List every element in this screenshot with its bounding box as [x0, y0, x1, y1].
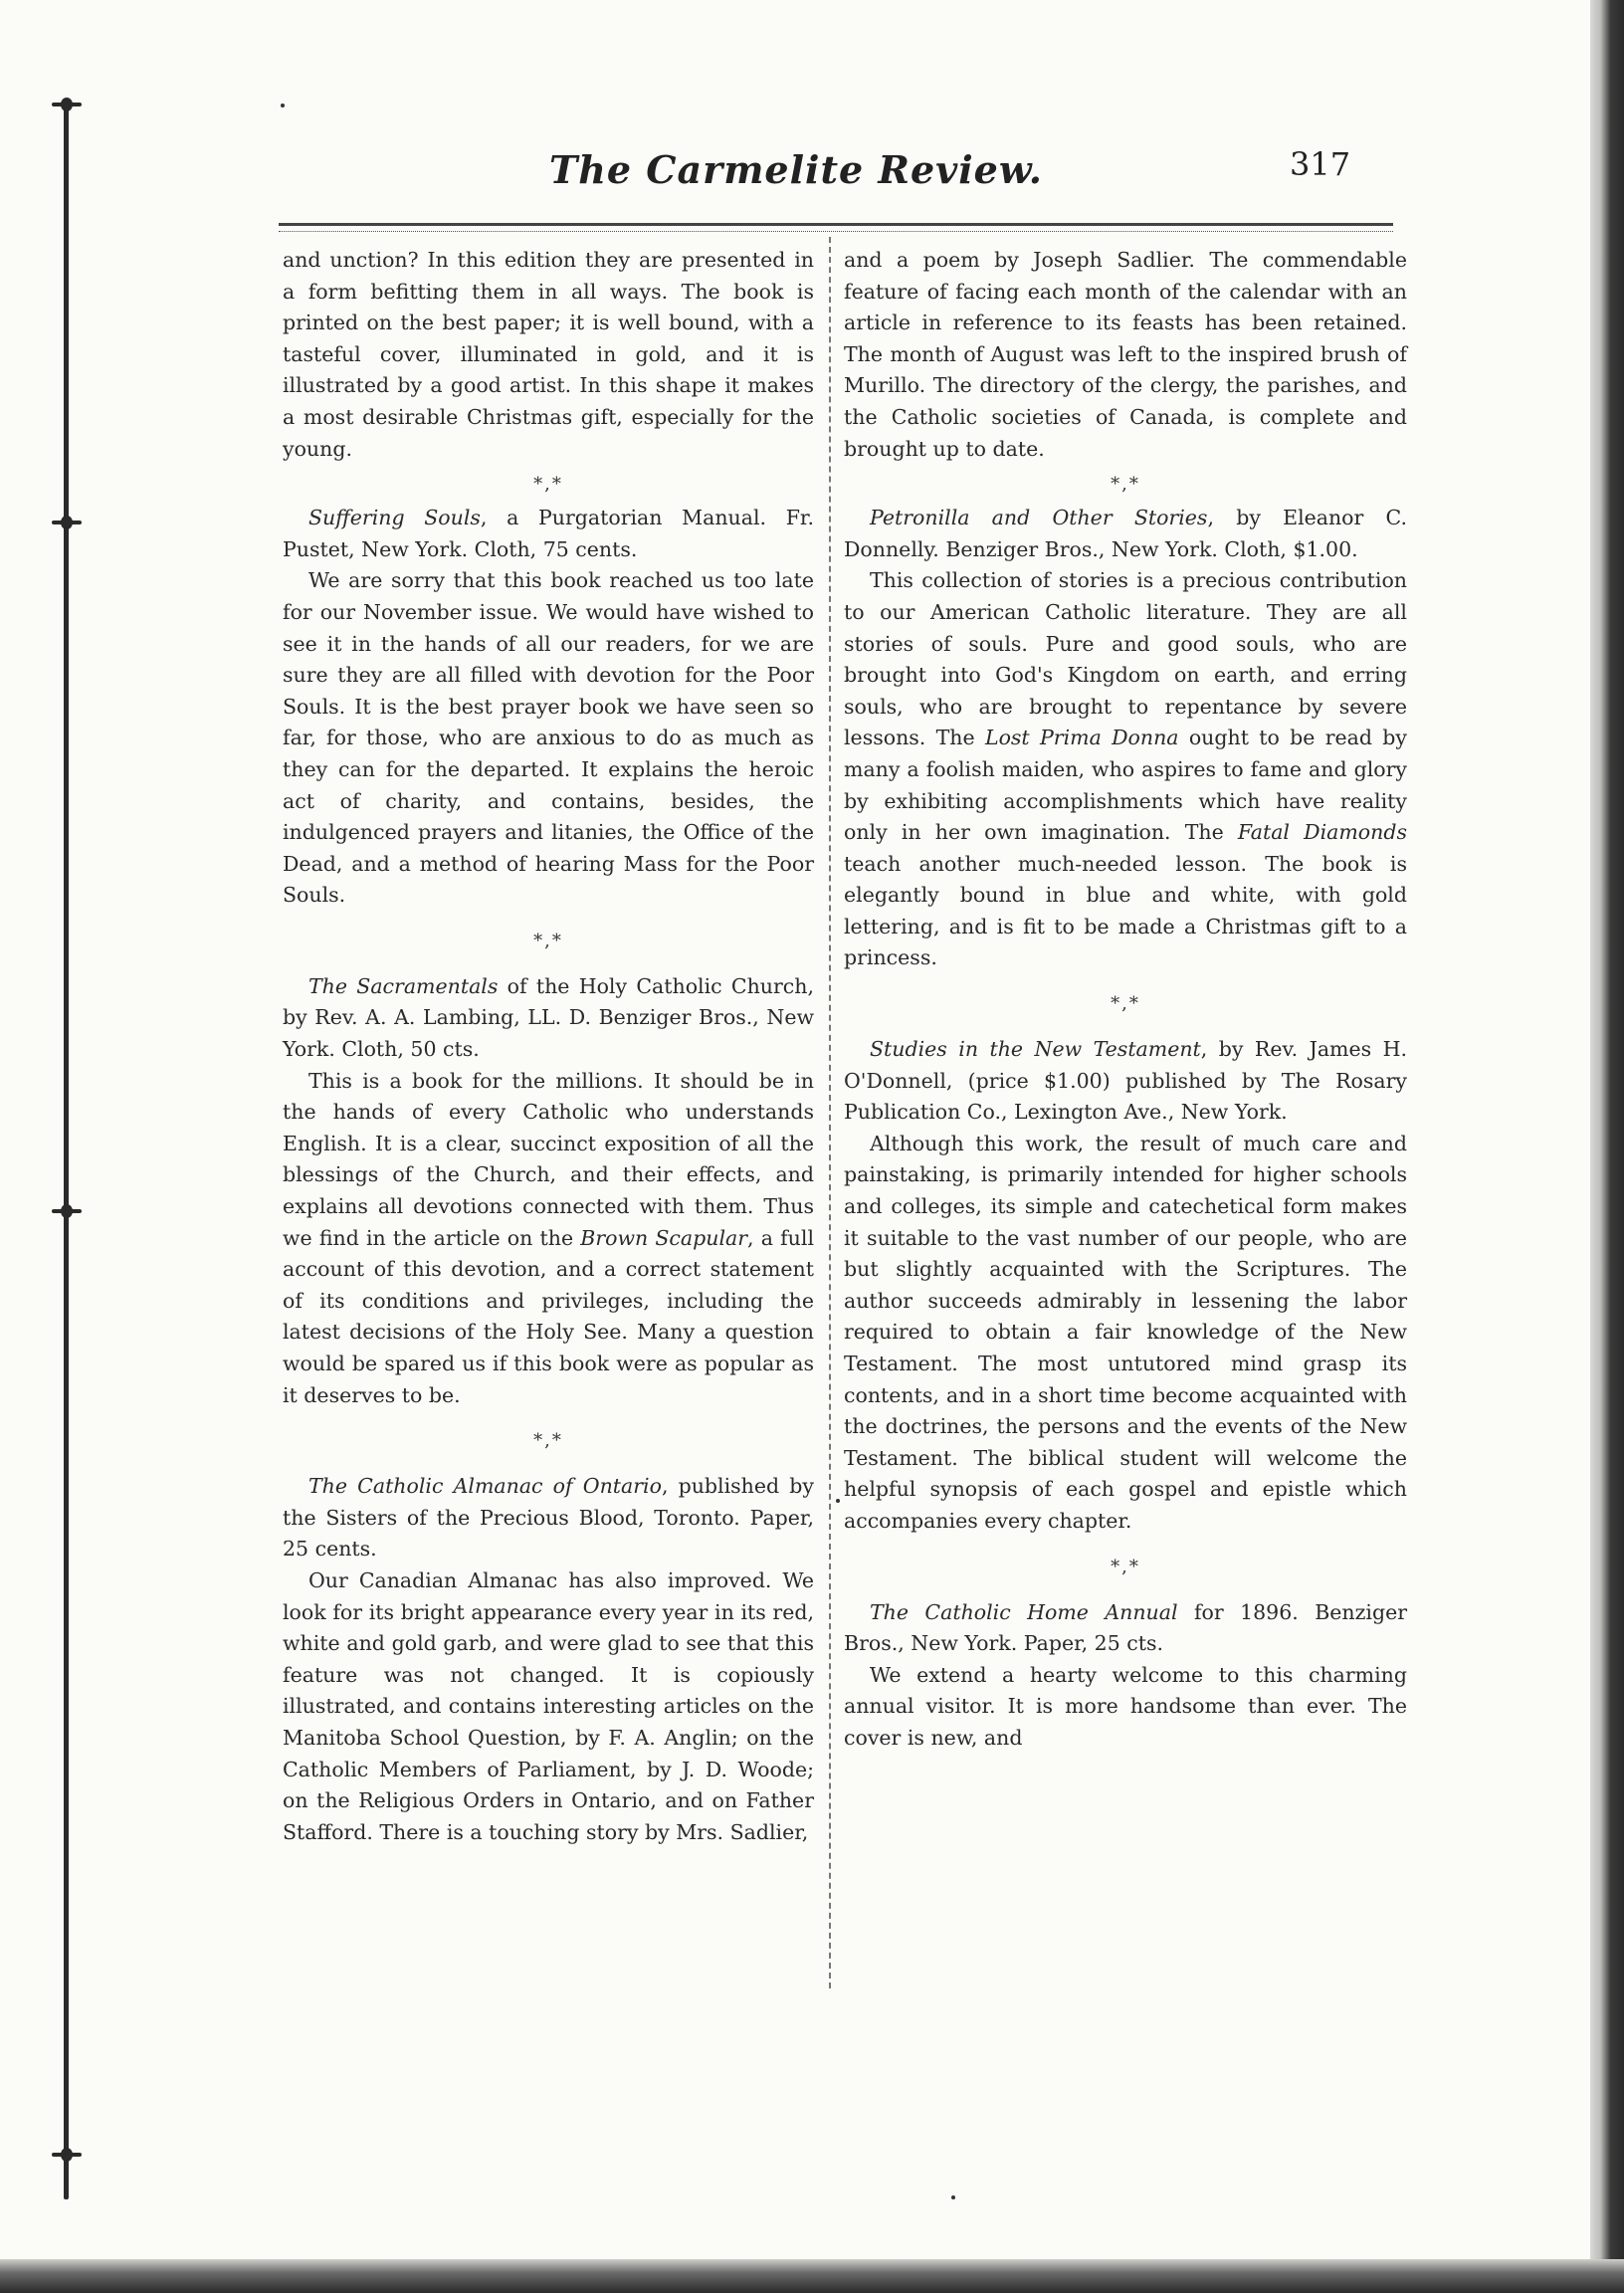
review-paragraph: and a poem by Joseph Sadlier. The commendable feature of facing each month of the calendar with an article in reference to its feasts has been retained. The month of August was left to the inspired brush of Murillo. The directory of the clergy, the parishes, and the Catholic societies of Canada, is complete and brought up to date.: [844, 248, 1407, 461]
section-ornament: *,*: [533, 1430, 563, 1452]
book-title: Suffering Souls: [308, 506, 481, 530]
review-paragraph: and unction? In this edition they are presented in a form befitting them in all ways. The book is printed on the best paper; it is well bound, with a tasteful cover, illuminated in gold, and it is illustrated by a good artist. In this shape it makes a most desirable Christmas gift, especially for the young.: [283, 248, 814, 461]
paper-speck: [951, 2195, 955, 2199]
binding-thread: [64, 100, 69, 2199]
scan-edge-bottom: [0, 2259, 1624, 2293]
review-paragraph: Our Canadian Almanac has also improved. We look for its bright appearance every year in its red, white and gold garb, and were glad to see that this feature was not changed. It is copiously illustrated, and contains interesting articles on the Manitoba School Question, by F. A. Anglin; on the Catholic Members of Parliament, by J. D. Woode; on the Religious Orders in Ontario, and on Father Stafford. There is a touching story by Mrs. Sadlier,: [283, 1567, 814, 1844]
paper-speck: [836, 1499, 840, 1503]
left-column: [283, 245, 814, 1848]
scan-edge-right: [1590, 0, 1624, 2293]
binding-stitch: [52, 1204, 82, 1218]
book-details: , published by the Sisters of the Precious Blood, Toronto. Paper, 25 cents.: [283, 1474, 815, 1562]
review-paragraph: We extend a hearty welcome to this charming annual visitor. It is more handsome than ever. The cover is new, and: [844, 1662, 1407, 1750]
text-run: This is a book for the millions. It should be in the hands of every Catholic who understands English. It is a clear, succinct exposition of all the blessings of the Church, and their effects, and explains all devotions connected with them. Thus we find in the article on the: [283, 1068, 814, 1250]
review-entry-heading: [844, 1034, 1407, 1129]
binding-stitch: [52, 98, 82, 111]
section-ornament: *,*: [1111, 993, 1140, 1015]
review-paragraph: [283, 1066, 814, 1412]
book-title: The Sacramentals: [308, 973, 499, 998]
review-paragraph: We are sorry that this book reached us too late for our November issue. We would have wished to see it in the hands of all our readers, for we are sure they are all filled with devotion for the Poor Souls. It is the best prayer book we have seen so far, for those, who are anxious to do as much as they can for the departed. It explains the heroic act of charity, and contains, besides, the indulgenced prayers and litanies, the Office of the Dead, and a method of hearing Mass for the Poor Souls.: [283, 568, 814, 908]
review-entry-heading: [844, 1597, 1407, 1660]
review-entry-heading: [844, 503, 1407, 565]
right-column: [844, 245, 1407, 1755]
review-entry-heading: [283, 1471, 814, 1565]
text-run: ought to be read by many a foolish maiden, who aspires to fame and glory by exhibiting accomplishments which have reality only in her own imagination. The: [844, 726, 1407, 845]
header-rule: [279, 223, 1393, 226]
italic-title: Fatal Diamonds: [1237, 820, 1407, 845]
book-title: The Catholic Home Annual: [870, 1599, 1178, 1624]
book-title: The Catholic Almanac of Ontario: [308, 1474, 662, 1499]
text-run: , a full account of this devotion, and a correct statement of its conditions and privileges, including the latest decisions of the Holy See. Many a question would be spared us if this book were as popular as it deserves to be.: [283, 1225, 814, 1407]
book-title: Petronilla and Other Stories: [870, 506, 1208, 530]
book-details: , a Purgatorian Manual. Fr. Pustet, New York. Cloth, 75 cents.: [283, 506, 814, 561]
header-rule-dotted: [279, 231, 1393, 232]
text-run: teach another much-needed lesson. The book is elegantly bound in blue and white, with gold lettering, and is fit to be made a Christmas gift to a princess.: [844, 851, 1407, 970]
review-paragraph: Although this work, the result of much care and painstaking, is primarily intended for higher schools and colleges, its simple and catechetical form makes it suitable to the vast number of our people, who are but slightly acquainted with the Scriptures. The author succeeds admirably in lessening the labor required to obtain a fair knowledge of the New Testament. The most untutored mind grasp its contents, and in a short time become acquainted with the doctrines, the persons and the events of the New Testament. The biblical student will welcome the helpful synopsis of each gospel and epistle which accompanies every chapter.: [844, 1131, 1407, 1533]
paper-speck: [281, 104, 285, 107]
column-divider: [829, 237, 831, 1988]
section-ornament: *,*: [533, 474, 563, 496]
running-title: The Carmelite Review.: [549, 147, 1043, 192]
binding-stitch: [52, 2148, 82, 2162]
review-entry-heading: [283, 971, 814, 1066]
section-ornament: *,*: [1111, 474, 1140, 496]
book-details: of the Holy Catholic Church, by Rev. A. A. Lambing, LL. D. Benziger Bros., New York. Cloth, 50 cts.: [283, 973, 814, 1062]
page-number: 317: [1290, 145, 1351, 183]
review-entry-heading: [283, 503, 814, 565]
section-ornament: *,*: [1111, 1556, 1140, 1577]
text-run: This collection of stories is a precious contribution to our American Catholic literature. They are all stories of souls. Pure and good souls, who are brought into God's Kingdom on earth, and erring souls, who are brought to repentance by severe lessons. The: [844, 568, 1407, 750]
section-ornament: *,*: [533, 930, 563, 951]
book-details: for 1896. Benziger Bros., New York. Paper, 25 cts.: [844, 1599, 1408, 1656]
book-title: Studies in the New Testament: [870, 1037, 1201, 1062]
review-paragraph: [844, 565, 1407, 974]
binding-stitch: [52, 516, 82, 529]
book-details: , by Eleanor C. Donnelly. Benziger Bros., New York. Cloth, $1.00.: [844, 506, 1407, 561]
italic-title: Brown Scapular: [580, 1225, 748, 1250]
book-details: , by Rev. James H. O'Donnell, (price $1.00) published by The Rosary Publication Co., Lexington Ave., New York.: [844, 1037, 1407, 1125]
italic-title: Lost Prima Donna: [984, 726, 1179, 750]
